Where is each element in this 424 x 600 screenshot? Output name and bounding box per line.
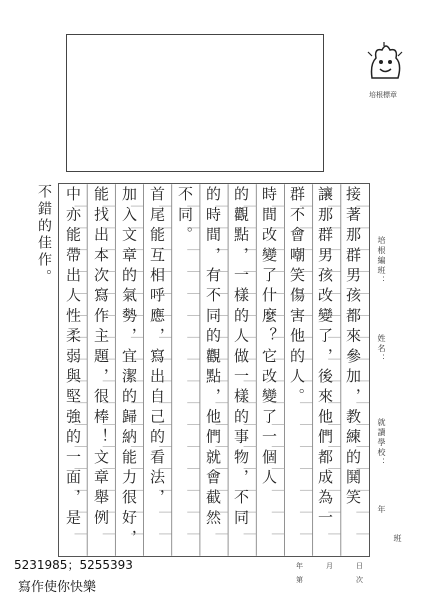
essay-column-3: 群不會嘲笑傷害他的人。 [288, 186, 306, 409]
slogan: 寫作使你快樂 [18, 580, 97, 595]
school-label: 就讀學校： [377, 418, 386, 468]
name-label: 姓名： [377, 334, 386, 364]
essay-column-1: 接著那群男孩都來參加，教練的鬨笑 [344, 186, 362, 510]
comment-column-2: 加入文章的氣勢，宜潔的歸納能力很好， [120, 186, 138, 550]
comment-column-3: 能找出本次寫作主題，很棒！文章舉例 [92, 186, 110, 530]
page-suffix: 次 [356, 576, 363, 584]
essay-column-2: 讓那群男孩改變了，後來他們都成為一 [316, 186, 334, 530]
class-label: 培根編班： [377, 236, 386, 286]
bacon-mascot-icon [362, 38, 408, 84]
comment-overflow: 不錯的佳作。 [36, 184, 52, 286]
essay-column-7: 不同。 [176, 186, 194, 247]
badge-label: 培根標章 [369, 91, 397, 99]
score-box [66, 34, 324, 172]
class-number-label: 班 [393, 534, 402, 544]
date-day: 日 [356, 562, 363, 570]
essay-column-6: 的時間，有不同的觀點，他們就會截然 [204, 186, 222, 530]
page-prefix: 第 [296, 576, 303, 584]
student-ids: 5231985；5255393 [14, 558, 133, 572]
essay-column-4: 時間改變了什麼？它改變了一個人 [260, 186, 278, 489]
essay-column-5: 的觀點，一樣的人做一樣的事物，不同 [232, 186, 250, 530]
date-month: 月 [326, 562, 333, 570]
grade-label: 年 [377, 505, 386, 515]
date-year: 年 [296, 562, 303, 570]
comment-column-1: 首尾能互相呼應，寫出自己的看法， [148, 186, 166, 510]
comment-column-4: 中亦能帶出人性柔弱與堅強的一面，是 [64, 186, 82, 530]
